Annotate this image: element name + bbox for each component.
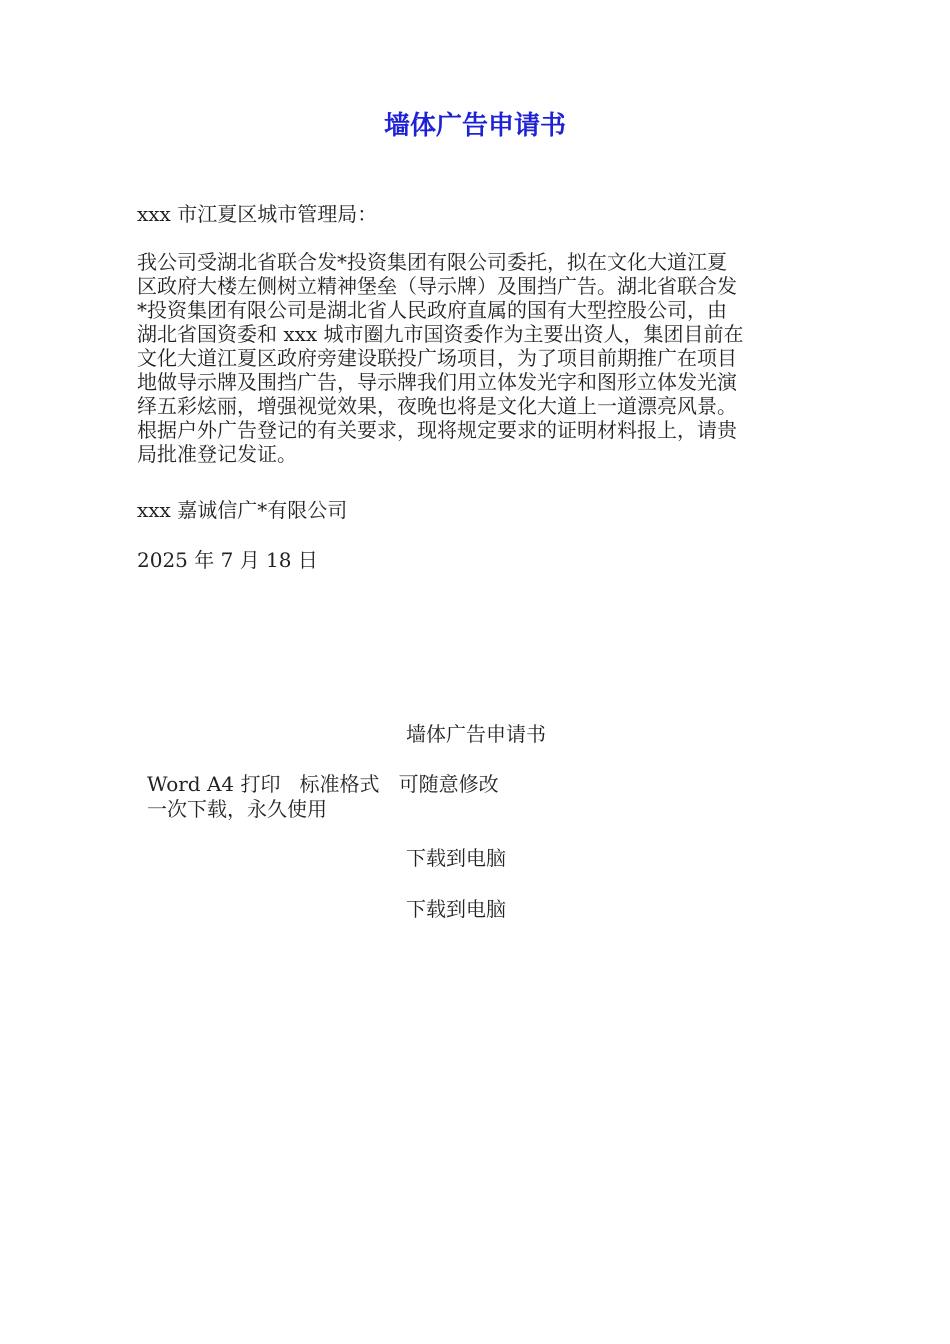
footer-title: 墙体广告申请书 <box>406 722 546 746</box>
document-title: 墙体广告申请书 <box>383 111 566 141</box>
document-date: 2025 年 7 月 18 日 <box>137 548 318 572</box>
body-line: 区政府大楼左侧树立精神堡垒（导示牌）及围挡广告。湖北省联合发 <box>137 274 737 298</box>
body-line: 局批准登记发证。 <box>137 442 297 466</box>
body-line: 地做导示牌及围挡广告，导示牌我们用立体发光字和图形立体发光演 <box>137 370 737 394</box>
body-line: *投资集团有限公司是湖北省人民政府直属的国有大型控股公司，由 <box>137 298 727 322</box>
body-line: 文化大道江夏区政府旁建设联投广场项目，为了项目前期推广在项目 <box>137 346 737 370</box>
promo-line: 一次下载，永久使用 <box>147 797 327 821</box>
body-line: 根据户外广告登记的有关要求，现将规定要求的证明材料报上，请贵 <box>137 418 737 442</box>
promo-line: Word A4 打印 标准格式 可随意修改 <box>147 772 499 796</box>
sender-company: xxx 嘉诚信广*有限公司 <box>137 498 348 522</box>
download-link[interactable]: 下载到电脑 <box>406 846 506 870</box>
salutation: xxx 市江夏区城市管理局： <box>137 202 378 226</box>
body-paragraph <box>137 250 817 466</box>
body-line: 我公司受湖北省联合发*投资集团有限公司委托，拟在文化大道江夏 <box>137 250 727 274</box>
body-line: 绎五彩炫丽，增强视觉效果，夜晚也将是文化大道上一道漂亮风景。 <box>137 394 737 418</box>
body-line: 湖北省国资委和 xxx 城市圈九市国资委作为主要出资人，集团目前在 <box>137 322 744 346</box>
download-link[interactable]: 下载到电脑 <box>406 897 506 921</box>
